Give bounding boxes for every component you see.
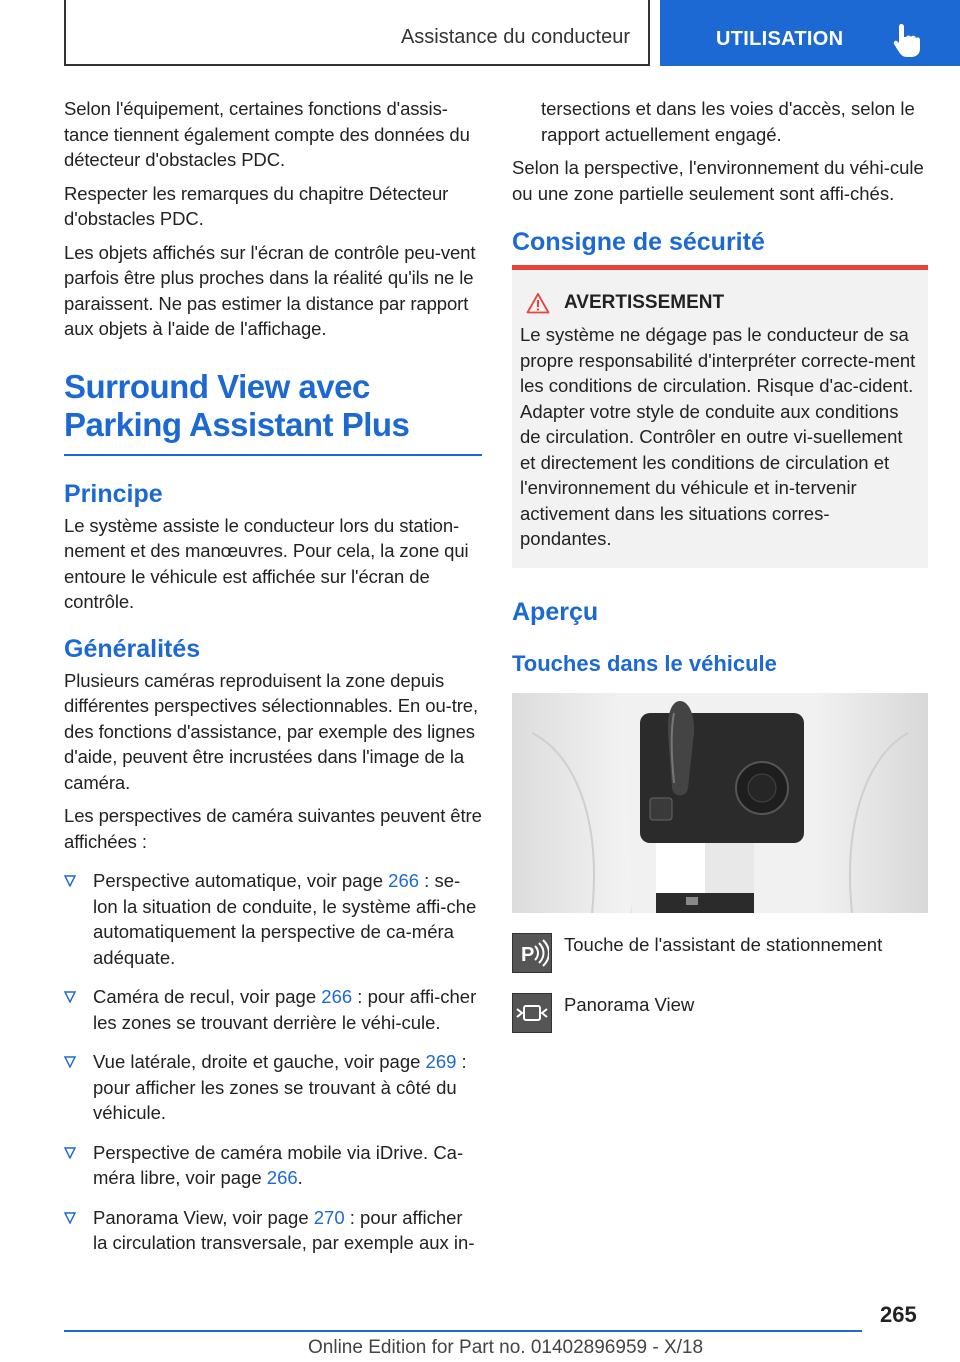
left-column	[64, 96, 482, 1270]
list-item-text: : pour afficher les zones se trouvant à côté du véhicule.	[93, 1051, 467, 1123]
triangle-bullet-icon	[64, 991, 76, 1003]
warning-triangle-icon	[526, 292, 550, 314]
button-row-parking-assistant	[512, 933, 928, 973]
paragraph-perspectives-intro: Les perspectives de caméra suivantes peuvent être affichées :	[64, 805, 482, 852]
header-chapter-title: UTILISATION	[716, 28, 844, 50]
list-item	[64, 1140, 482, 1191]
pointing-hand-icon	[892, 22, 922, 58]
button-row-panorama	[512, 993, 928, 1033]
page-link-266[interactable]: 266	[388, 870, 420, 891]
paragraph-perspective-display: Selon la perspective, l'environnement du véhi-cule ou une zone partielle seulement sont affi-chés.	[512, 157, 924, 204]
list-item	[64, 1205, 482, 1256]
warning-title-text: AVERTISSEMENT	[564, 292, 725, 313]
list-item-text: : pour afficher la circulation transversale, par exemple aux in-	[93, 1206, 475, 1253]
center-console-illustration	[512, 693, 928, 913]
footer-edition: Online Edition for Part no. 01402896959 - X/18	[308, 1337, 704, 1358]
paragraph-pdc-remarks: Respecter les remarques du chapitre Détecteur d'obstacles PDC.	[64, 182, 449, 229]
warning-title	[520, 292, 920, 314]
chapter-title-line2: Parking Assistant Plus	[64, 405, 410, 443]
header-chapter-tab	[660, 0, 960, 66]
heading-apercu: Aperçu	[512, 597, 599, 626]
heading-generalites: Généralités	[64, 634, 201, 663]
heading-principe: Principe	[64, 479, 163, 508]
center-console-photo	[512, 693, 928, 913]
list-item-text: : se-lon la situation de conduite, le système affi-che automatiquement la perspective de ca-méra adéquate.	[93, 870, 477, 968]
triangle-bullet-icon	[64, 1147, 76, 1159]
panorama-view-icon	[512, 993, 552, 1033]
page-link-266[interactable]: 266	[266, 1167, 298, 1188]
paragraph-principe: Le système assiste le conducteur lors du station-nement et des manœuvres. Pour cela, la zone qui entoure le véhicule est affichée sur l'écran de contrôle.	[64, 514, 469, 612]
header-section-frame	[64, 0, 650, 66]
list-item-text: Panorama View, voir page	[93, 1206, 314, 1228]
list-item-text: Caméra de recul, voir page	[93, 986, 322, 1007]
paragraph-continued-bullet: tersections et dans les voies d'accès, selon le rapport actuellement engagé.	[541, 98, 915, 145]
button-label-parking-assistant: Touche de l'assistant de stationnement	[564, 933, 883, 955]
page-link-269[interactable]: 269	[425, 1051, 457, 1072]
list-item	[64, 1049, 482, 1126]
triangle-bullet-icon	[64, 1056, 76, 1068]
list-item	[64, 984, 482, 1035]
button-label-panorama: Panorama View	[564, 993, 695, 1015]
paragraph-generalites: Plusieurs caméras reproduisent la zone depuis différentes perspectives sélectionnables. En ou-tre, des fonctions d'assistance, par exemple des lignes d'aide, peuvent être incrustées dans l'image de la caméra.	[64, 669, 479, 793]
heading-safety: Consigne de sécurité	[512, 228, 765, 256]
svg-text:P: P	[521, 943, 535, 966]
perspectives-list	[64, 868, 482, 1256]
page-link-270[interactable]: 270	[313, 1206, 345, 1228]
heading-touches: Touches dans le véhicule	[512, 650, 777, 676]
list-item-text: Vue latérale, droite et gauche, voir page	[93, 1051, 426, 1072]
triangle-bullet-icon	[64, 875, 76, 887]
list-item	[64, 868, 482, 970]
chapter-title-line1: Surround View avec	[64, 367, 370, 405]
parking-assistant-icon	[512, 933, 552, 973]
page-number: 265	[880, 1302, 917, 1327]
page-header	[0, 0, 960, 66]
list-item-text: .	[297, 1167, 303, 1188]
list-item-text: : pour affi-cher les zones se trouvant derrière le véhi-cule.	[93, 986, 477, 1033]
warning-box	[512, 270, 928, 568]
warning-text: Le système ne dégage pas le conducteur de sa propre responsabilité d'interpréter correcte-ment les conditions de circulation. Risque d'ac-cident. Adapter votre style de conduite aux conditions de circulation. Contrôler en outre vi-suellement et directement les conditions de circulation et l'environnement du véhicule et in-tervenir activement dans les situations corres-pondantes.	[520, 324, 916, 549]
paragraph-equipment: Selon l'équipement, certaines fonctions d'assis-tance tiennent également compte des données du détecteur d'obstacles PDC.	[64, 98, 470, 170]
page-link-266[interactable]: 266	[321, 986, 353, 1007]
right-column	[512, 96, 928, 1033]
header-section-title: Assistance du conducteur	[400, 26, 630, 48]
chapter-title	[64, 368, 482, 456]
footer-divider	[64, 1330, 862, 1332]
paragraph-objects-warning: Les objets affichés sur l'écran de contrôle peu-vent parfois être plus proches dans la réalité qu'ils ne le paraissent. Ne pas estimer la distance par rapport aux objets à l'aide de l'affichage.	[64, 241, 476, 339]
list-item-text: Perspective de caméra mobile via iDrive. Ca-méra libre, voir page	[93, 1141, 464, 1188]
list-item-text: Perspective automatique, voir page	[93, 870, 389, 891]
triangle-bullet-icon	[64, 1212, 76, 1224]
